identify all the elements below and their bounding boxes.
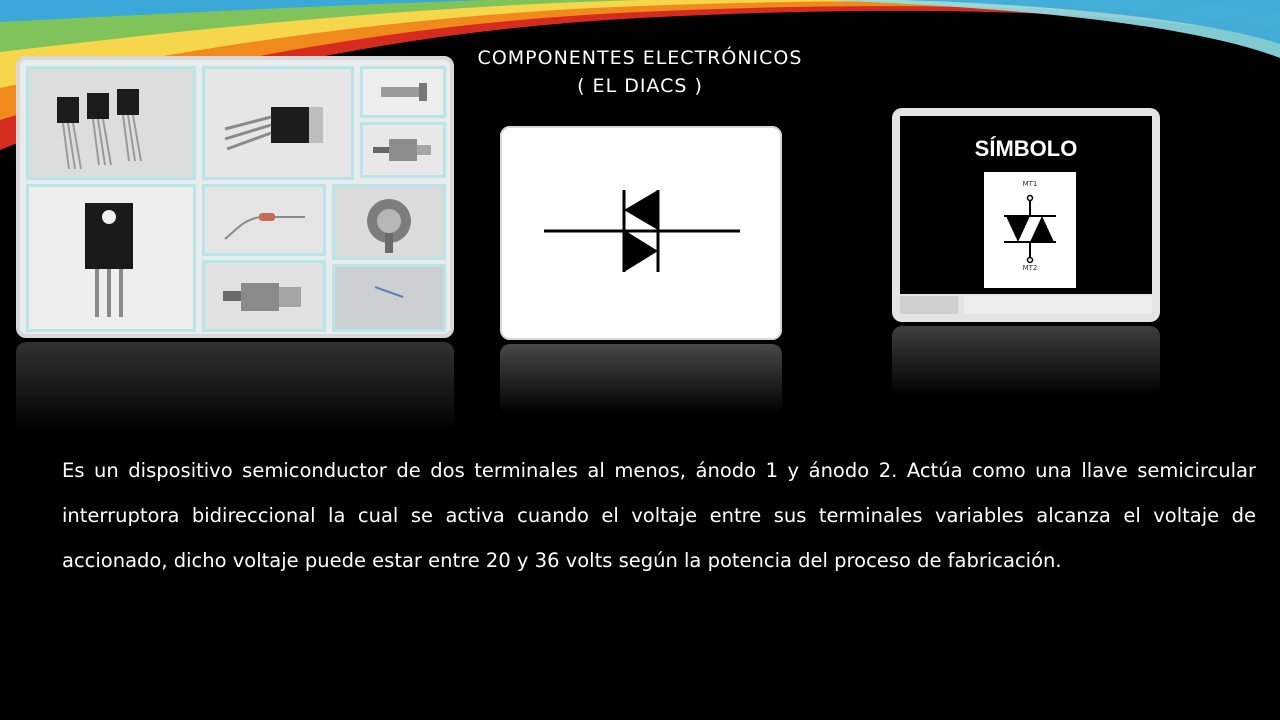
collage-reflection [16, 342, 454, 432]
photo-to220-component [202, 66, 354, 180]
photo-stud-side-view [202, 260, 326, 332]
symbol-card-reflection [500, 344, 782, 414]
simbolo-label: SÍMBOLO [974, 136, 1078, 161]
diac-symbol-card [500, 126, 782, 340]
simbolo-card-footer-right [964, 296, 1152, 314]
terminal-mt2-label: MT2 [1022, 264, 1038, 272]
simbolo-screen [900, 116, 1152, 294]
photo-diode-axial [202, 184, 326, 256]
photo-metal-stud-small [360, 66, 446, 118]
simbolo-diagram [984, 172, 1076, 288]
simbolo-card-reflection [892, 326, 1160, 396]
description-paragraph: Es un dispositivo semiconductor de dos terminales al menos, ánodo 1 y ánodo 2. Actúa como una llave semicircular interruptora bidireccional la cual se activa cuando el voltaje entre sus terminales variables alcanza el voltaje de accionado, dicho voltaje puede estar entre 20 y 36 volts según la potencia del proceso de fabricación. [62, 459, 1256, 572]
photo-stud-top-view [332, 184, 446, 260]
slide-title [440, 44, 840, 100]
photo-three-transistors [26, 66, 196, 180]
terminal-mt1-label: MT1 [1022, 180, 1038, 188]
photo-metal-stud-medium [360, 122, 446, 178]
simbolo-card-footer-left [900, 296, 958, 314]
simbolo-card [892, 108, 1160, 322]
component-photo-collage [16, 56, 454, 338]
photo-large-transistor [26, 184, 196, 332]
title-line-1: COMPONENTES ELECTRÓNICOS [477, 47, 803, 69]
title-line-2: ( EL DIACS ) [577, 75, 703, 97]
diac-symbol-graphic [500, 126, 782, 340]
photo-tiny-diac [332, 264, 446, 332]
